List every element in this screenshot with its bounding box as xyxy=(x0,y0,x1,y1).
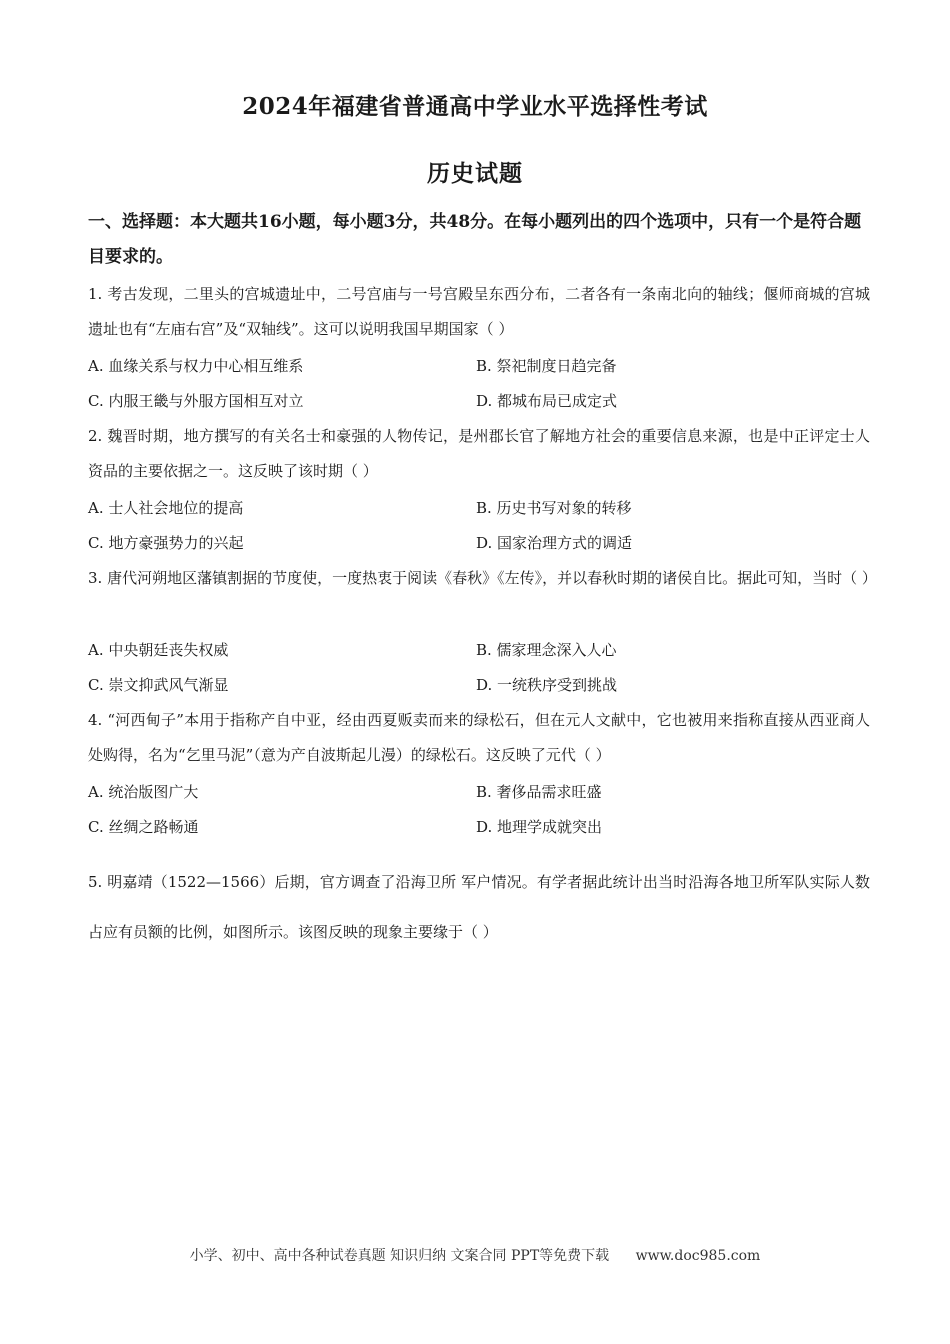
footer-website-link[interactable]: www.doc985.com xyxy=(635,1248,761,1264)
question-1-option-a: A. 血缘关系与权力中心相互维系 xyxy=(88,357,304,375)
question-4-option-a: A. 统治版图广大 xyxy=(88,783,199,801)
question-4-stem: 4. “河西甸子”本用于指称产自中亚，经由西夏贩卖而来的绿松石，但在元人文献中，它也被用来指称直接从西亚商人处购得，名为“乞里马泥”（意为产自波斯起儿漫）的绿松石。这反映了元代（ ） xyxy=(88,711,870,764)
question-2-option-d: D. 国家治理方式的调适 xyxy=(476,534,633,552)
exam-title: 2024年福建省普通高中学业水平选择性考试 xyxy=(242,93,708,120)
question-1-option-b: B. 祭祀制度日趋完备 xyxy=(476,357,617,375)
question-3-stem: 3. 唐代河朔地区藩镇割据的节度使，一度热衷于阅读《春秋》《左传》，并以春秋时期的诸侯自比。据此可知，当时（ ） xyxy=(88,569,877,587)
question-4-option-c: C. 丝绸之路畅通 xyxy=(88,818,199,836)
question-3-option-b: B. 儒家理念深入人心 xyxy=(476,641,617,659)
question-3-option-d: D. 一统秩序受到挑战 xyxy=(476,676,618,694)
question-1-option-c: C. 内服王畿与外服方国相互对立 xyxy=(88,392,304,410)
exam-subtitle: 历史试题 xyxy=(427,160,523,187)
question-1-stem: 1. 考古发现，二里头的宫城遗址中，二号宫庙与一号宫殿呈东西分布，二者各有一条南北向的轴线；偃师商城的宫城遗址也有“左庙右宫”及“双轴线”。这可以说明我国早期国家（ ） xyxy=(88,285,870,338)
page-footer xyxy=(0,1245,950,1265)
question-4-option-b: B. 奢侈品需求旺盛 xyxy=(476,783,602,801)
question-2-option-b: B. 历史书写对象的转移 xyxy=(476,499,632,517)
question-3-option-a: A. 中央朝廷丧失权威 xyxy=(88,641,229,659)
question-2-stem: 2. 魏晋时期，地方撰写的有关名士和豪强的人物传记，是州郡长官了解地方社会的重要信息来源，也是中正评定士人资品的主要依据之一。这反映了该时期（ ） xyxy=(88,427,870,480)
question-3-option-c: C. 崇文抑武风气渐显 xyxy=(88,676,229,694)
footer-promo-text: 小学、初中、高中各种试卷真题 知识归纳 文案合同 PPT等免费下载 xyxy=(189,1248,610,1264)
section-heading: 一、选择题：本大题共16小题，每小题3分，共48分。在每小题列出的四个选项中，只有一个是符合题目要求的。 xyxy=(88,212,862,267)
question-4-option-d: D. 地理学成就突出 xyxy=(476,818,603,836)
question-2-option-c: C. 地方豪强势力的兴起 xyxy=(88,534,244,552)
question-1-option-d: D. 都城布局已成定式 xyxy=(476,392,618,410)
question-5-stem: 5. 明嘉靖（1522—1566）后期，官方调查了沿海卫所 军户情况。有学者据此统计出当时沿海各地卫所军队实际人数占应有员额的比例，如图所示。该图反映的现象主要缘于（ ） xyxy=(88,873,870,941)
question-2-option-a: A. 士人社会地位的提高 xyxy=(88,499,244,517)
